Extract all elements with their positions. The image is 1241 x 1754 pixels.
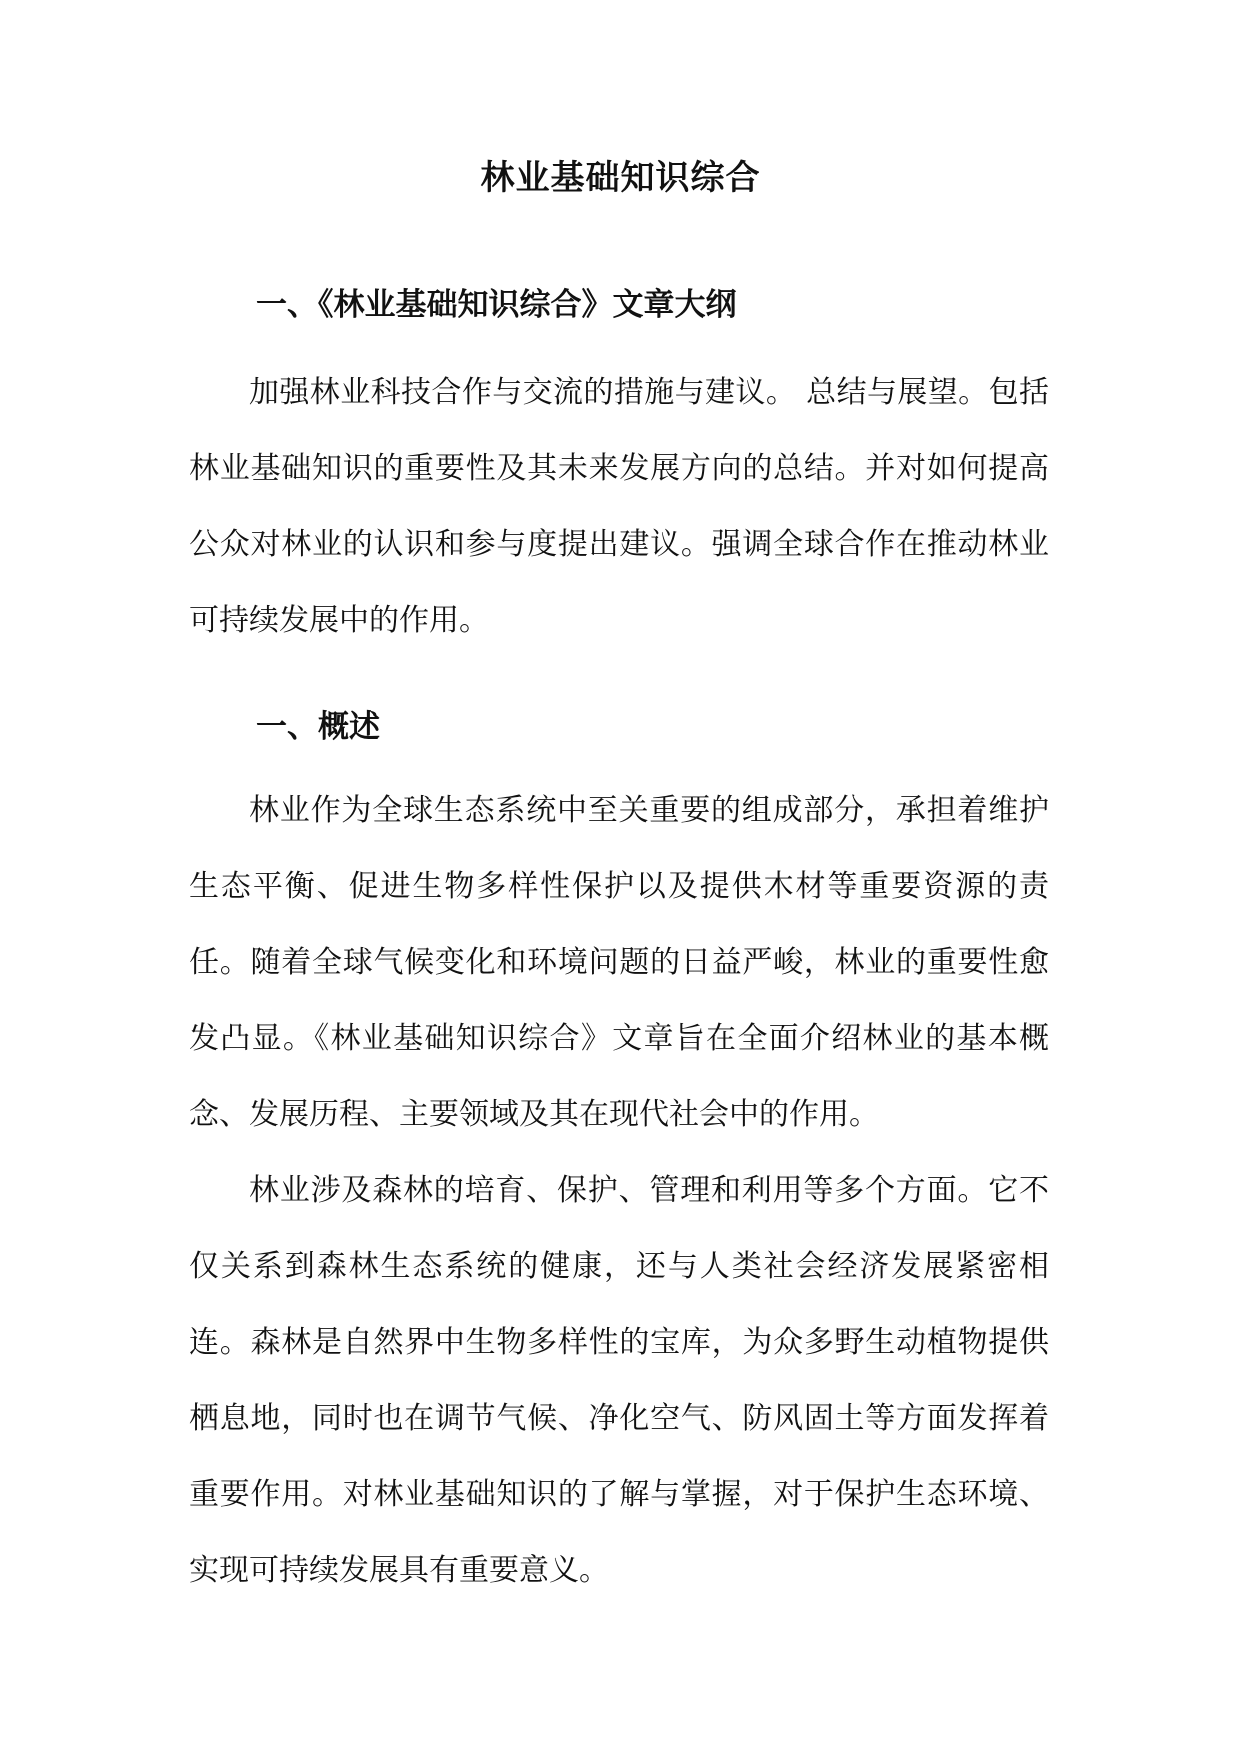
paragraph-outline: 加强林业科技合作与交流的措施与建议。 总结与展望。包括林业基础知识的重要性及其未来发展方向的总结。并对如何提高公众对林业的认识和参与度提出建议。强调全球合作在推动林业可持续发展中的作用。 [189,375,1049,638]
section-heading-outline: 一、《林业基础知识综合》文章大纲 [256,287,737,323]
paragraph-overview-1: 林业作为全球生态系统中至关重要的组成部分，承担着维护生态平衡、促进生物多样性保护以及提供木材等重要资源的责任。随着全球气候变化和环境问题的日益严峻，林业的重要性愈发凸显。《林业基础知识综合》文章旨在全面介绍林业的基本概念、发展历程、主要领域及其在现代社会中的作用。 [189,793,1049,1132]
paragraph-overview-2: 林业涉及森林的培育、保护、管理和利用等多个方面。它不仅关系到森林生态系统的健康，还与人类社会经济发展紧密相连。森林是自然界中生物多样性的宝库，为众多野生动植物提供栖息地，同时也在调节气候、净化空气、防风固土等方面发挥着重要作用。对林业基础知识的了解与掌握，对于保护生态环境、实现可持续发展具有重要意义。 [189,1173,1049,1588]
document-title: 林业基础知识综合 [480,158,761,198]
section-heading-overview: 一、概述 [256,709,380,745]
